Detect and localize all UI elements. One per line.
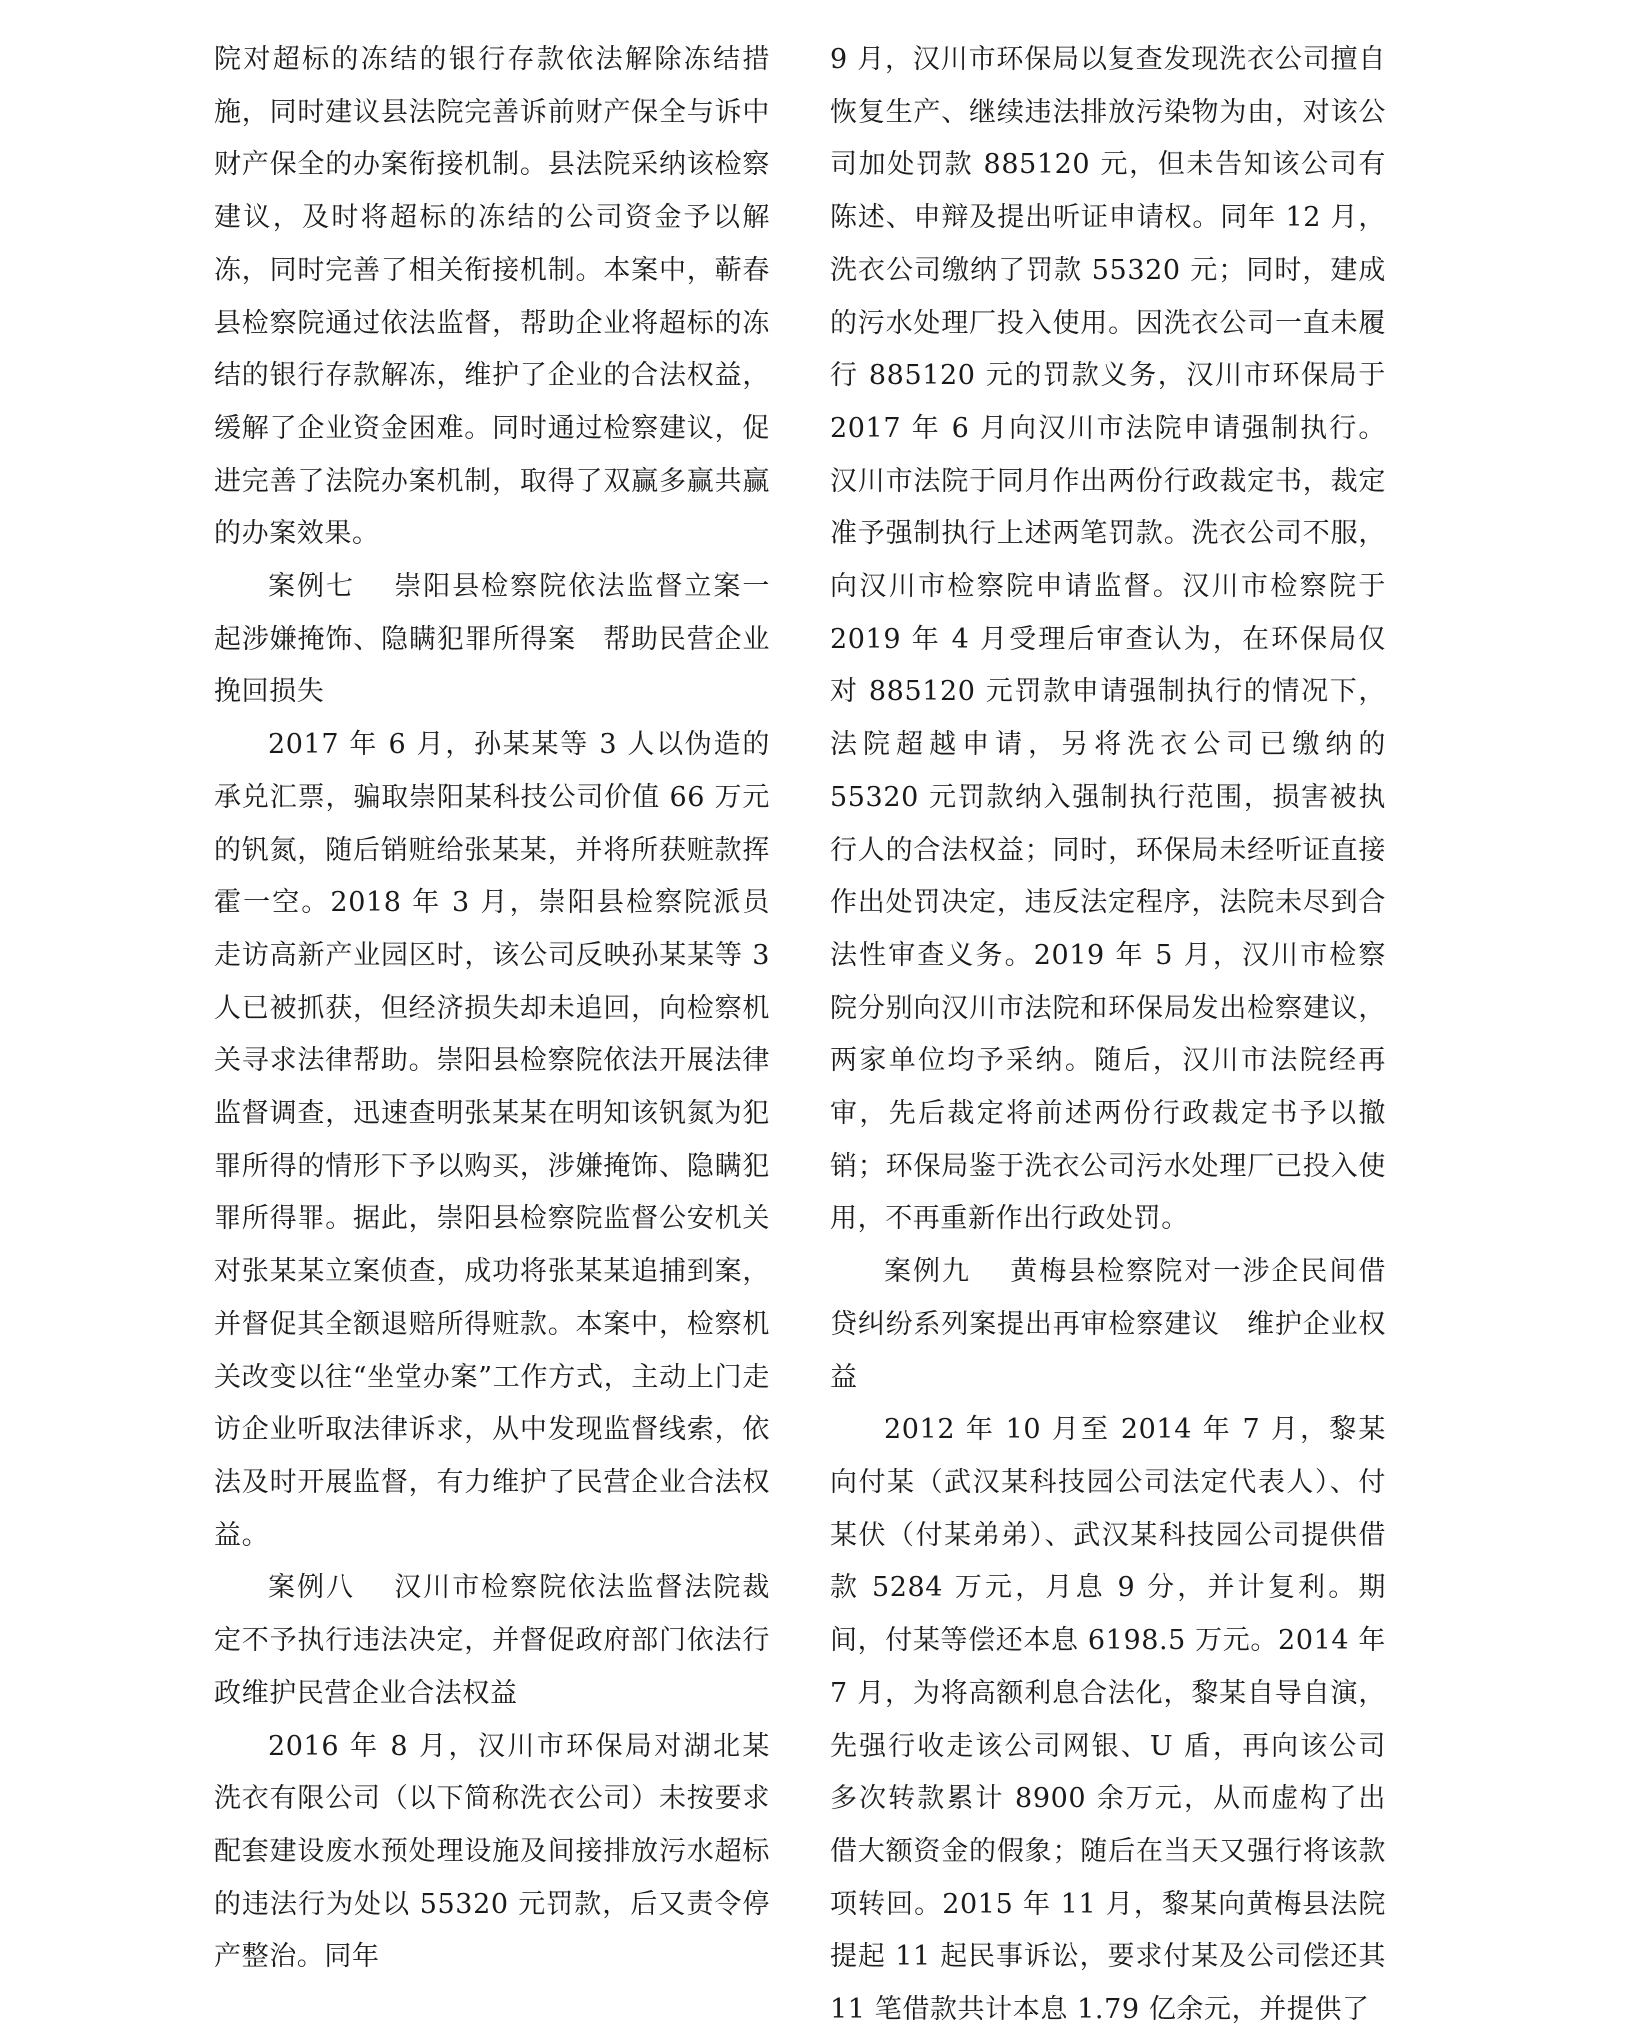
case7-heading: [214, 561, 770, 719]
case7-title-part1: 崇阳县检察院依法监督立案一起涉嫌掩饰、隐瞒犯罪所得案: [214, 571, 770, 655]
case9-label: 案例九: [884, 1256, 972, 1288]
case8-label: 案例八: [268, 1572, 356, 1604]
case9-heading: [830, 1246, 1386, 1404]
case9-title-part1: 黄梅县检察院对一涉企民间借贷纠纷系列案提出再审检察建议: [830, 1256, 1386, 1340]
paragraph-case8-body-start: 2016 年 8 月，汉川市环保局对湖北某洗衣有限公司（以下简称洗衣公司）未按要求配套建设废水预处理设施及间接排放污水超标的违法行为处以 55320 元罚款，后又责令停产整治。同年: [214, 1730, 770, 1973]
case9-title-part2: 维护企业权益: [830, 1308, 1387, 1393]
case7-label: 案例七: [268, 571, 356, 603]
paragraph-case6-conclusion: 院对超标的冻结的银行存款依法解除冻结措施，同时建议县法院完善诉前财产保全与诉中财产保全的办案衔接机制。县法院采纳该检察建议，及时将超标的冻结的公司资金予以解冻，同时完善了相关衔接机制。本案中，蕲春县检察院通过依法监督，帮助企业将超标的冻结的银行存款解冻，维护了企业的合法权益，缓解了企业资金困难。同时通过检察建议，促进完善了法院办案机制，取得了双赢多赢共赢的办案效果。: [214, 44, 770, 550]
right-column: [830, 34, 1386, 2037]
case8-title: 汉川市检察院依法监督法院裁定不予执行违法决定，并督促政府部门依法行政维护民营企业合法权益: [214, 1572, 770, 1709]
case8-heading: [214, 1562, 770, 1720]
case7-title-part2: 帮助民营企业挽回损失: [214, 623, 770, 708]
paragraph-case7-body: 2017 年 6 月，孙某某等 3 人以伪造的承兑汇票，骗取崇阳某科技公司价值 66 万元的钒氮，随后销赃给张某某，并将所获赃款挥霍一空。2018 年 3 月，崇阳县检察院派员走访高新产业园区时，该公司反映孙某某等 3 人已被抓获，但经济损失却未追回，向检察机关寻求法律帮助。崇阳县检察院依法开展法律监督调查，迅速查明张某某在明知该钒氮为犯罪所得的情形下予以购买，涉嫌掩饰、隐瞒犯罪所得罪。据此，崇阳县检察院监督公安机关对张某某立案侦查，成功将张某某追捕到案，并督促其全额退赔所得赃款。本案中，检察机关改变以往“坐堂办案”工作方式，主动上门走访企业听取法律诉求，从中发现监督线索，依法及时开展监督，有力维护了民营企业合法权益。: [214, 729, 770, 1551]
paragraph-case8-body-continued: 9 月，汉川市环保局以复查发现洗衣公司擅自恢复生产、继续违法排放污染物为由，对该公司加处罚款 885120 元，但未告知该公司有陈述、申辩及提出听证申请权。同年 12 月，洗衣公司缴纳了罚款 55320 元；同时，建成的污水处理厂投入使用。因洗衣公司一直未履行 885120 元的罚款义务，汉川市环保局于 2017 年 6 月向汉川市法院申请强制执行。汉川市法院于同月作出两份行政裁定书，裁定准予强制执行上述两笔罚款。洗衣公司不服，向汉川市检察院申请监督。汉川市检察院于 2019 年 4 月受理后审查认为，在环保局仅对 885120 元罚款申请强制执行的情况下，法院超越申请，另将洗衣公司已缴纳的 55320 元罚款纳入强制执行范围，损害被执行人的合法权益；同时，环保局未经听证直接作出处罚决定，违反法定程序，法院未尽到合法性审查义务。2019 年 5 月，汉川市检察院分别向汉川市法院和环保局发出检察建议，两家单位均予采纳。随后，汉川市法院经再审，先后裁定将前述两份行政裁定书予以撤销；环保局鉴于洗衣公司污水处理厂已投入使用，不再重新作出行政处罚。: [830, 44, 1386, 1235]
paragraph-case9-body: 2012 年 10 月至 2014 年 7 月，黎某向付某（武汉某科技园公司法定代表人）、付某伏（付某弟弟）、武汉某科技园公司提供借款 5284 万元，月息 9 分，并计复利。期间，付某等偿还本息 6198.5 万元。2014 年 7 月，为将高额利息合法化，黎某自导自演，先强行收走该公司网银、U 盾，再向该公司多次转款累计 8900 余万元，从而虚构了出借大额资金的假象；随后在当天又强行将该款项转回。2015 年 11 月，黎某向黄梅县法院提起 11 起民事诉讼，要求付某及公司偿还其 11 笔借款共计本息 1.79 亿余元，并提供了: [830, 1414, 1386, 2026]
left-column: [214, 34, 770, 1984]
